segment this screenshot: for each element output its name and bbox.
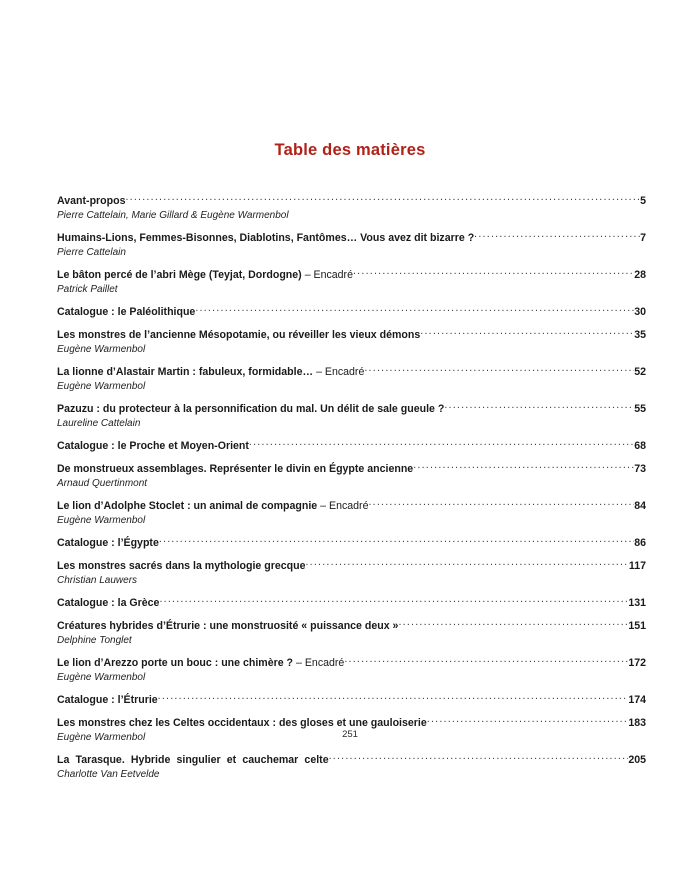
toc-entry (57, 534, 646, 551)
toc-entry-title: De monstrueux assemblages. Représenter le divin en Égypte ancienne (57, 463, 414, 475)
toc-entry-page-number: 151 (628, 620, 646, 632)
toc-entry (57, 363, 646, 394)
dot-leader (159, 594, 627, 606)
toc-entry (57, 229, 646, 260)
toc-entry-author: Eugène Warmenbol (57, 515, 146, 526)
toc-entry-page-number: 68 (634, 440, 646, 452)
toc-entry-line[interactable] (57, 691, 646, 708)
toc-entry-page-number: 174 (628, 694, 646, 706)
toc-entry (57, 192, 646, 223)
toc-entry-title: Catalogue : le Proche et Moyen-Orient (57, 440, 249, 452)
dot-leader (398, 617, 627, 629)
dot-leader (344, 654, 627, 666)
toc-entry-author: Christian Lauwers (57, 575, 138, 586)
toc-entry (57, 594, 646, 611)
dot-leader (427, 714, 628, 726)
toc-entry-author: Laureline Cattelain (57, 418, 141, 429)
toc-entry-author: Patrick Paillet (57, 284, 118, 295)
toc-entry-line[interactable] (57, 326, 646, 343)
toc-entry-line[interactable] (57, 460, 646, 477)
toc-entry (57, 460, 646, 491)
toc-entry-title: Les monstres chez les Celtes occidentaux : des gloses et une gauloiserie (57, 717, 427, 729)
toc-entry-suffix: – Encadré (316, 366, 365, 378)
toc-entry-title: Le lion d’Adolphe Stoclet : un animal de compagnie (57, 500, 318, 512)
toc-entry-line[interactable] (57, 303, 646, 320)
toc-entry (57, 400, 646, 431)
toc-entry-author: Eugène Warmenbol (57, 381, 146, 392)
toc-entry-page-number: 183 (628, 717, 646, 729)
toc-entry-suffix: – Encadré (320, 500, 369, 512)
toc-entry-author: Pierre Cattelain, Marie Gillard & Eugène Warmenbol (57, 210, 289, 221)
dot-leader (158, 691, 628, 703)
toc-entry-page-number: 30 (634, 306, 646, 318)
toc-entry-title: Les monstres de l’ancienne Mésopotamie, ou réveiller les vieux démons (57, 329, 421, 341)
toc-entry-line[interactable] (57, 751, 646, 768)
toc-entry-line[interactable] (57, 617, 646, 634)
toc-entry-line[interactable] (57, 192, 646, 209)
toc-entry-title: Catalogue : la Grèce (57, 597, 160, 609)
toc-entry (57, 691, 646, 708)
toc-entry-page-number: 28 (634, 269, 646, 281)
dot-leader (329, 751, 628, 763)
toc-entry-page-number: 117 (628, 560, 646, 572)
toc-entry-page-number: 73 (634, 463, 646, 475)
toc-entry-author: Eugène Warmenbol (57, 732, 146, 743)
dot-leader (368, 497, 633, 509)
toc-entry-line[interactable] (57, 400, 646, 417)
dot-leader (444, 400, 633, 412)
toc-entry-title: Le bâton percé de l’abri Mège (Teyjat, Dordogne) (57, 269, 302, 281)
dot-leader (249, 437, 634, 449)
toc-entry (57, 497, 646, 528)
toc-entry (57, 751, 646, 782)
toc-entry-line[interactable] (57, 534, 646, 551)
toc-entry-page-number: 7 (640, 232, 646, 244)
toc-entry-line[interactable] (57, 229, 646, 246)
toc-entry-line[interactable] (57, 437, 646, 454)
toc-entry-page-number: 84 (634, 500, 646, 512)
toc-entry-page-number: 86 (634, 537, 646, 549)
toc-entry-title: Le lion d’Arezzo porte un bouc : une chimère ? (57, 657, 294, 669)
toc-entry-author: Eugène Warmenbol (57, 672, 146, 683)
dot-leader (474, 229, 639, 241)
dot-leader (305, 557, 628, 569)
toc-entry (57, 557, 646, 588)
toc-entry-author: Eugène Warmenbol (57, 344, 146, 355)
toc-entry-title: Catalogue : le Paléolithique (57, 306, 196, 318)
toc-entry-title: La lionne d’Alastair Martin : fabuleux, formidable… (57, 366, 314, 378)
toc-entry-list (57, 192, 646, 782)
dot-leader (413, 460, 634, 472)
toc-entry-page-number: 172 (628, 657, 646, 669)
toc-entry (57, 437, 646, 454)
toc-entry (57, 266, 646, 297)
toc-entry-page-number: 35 (634, 329, 646, 341)
toc-entry (57, 617, 646, 648)
dot-leader (353, 266, 634, 278)
toc-entry-title: Catalogue : l’Étrurie (57, 694, 158, 706)
toc-entry-author: Charlotte Van Eetvelde (57, 769, 160, 780)
toc-entry (57, 326, 646, 357)
toc-entry-line[interactable] (57, 497, 646, 514)
toc-entry-title: Humains-Lions, Femmes-Bisonnes, Diablotins, Fantômes… Vous avez dit bizarre ? (57, 232, 475, 244)
page-title: Table des matières (274, 141, 426, 159)
toc-entry-page-number: 5 (640, 195, 646, 207)
toc-entry-line[interactable] (57, 654, 646, 671)
toc-entry-line[interactable] (57, 594, 646, 611)
dot-leader (364, 363, 633, 375)
dot-leader (125, 192, 639, 204)
toc-entry-page-number: 52 (634, 366, 646, 378)
toc-entry-author: Delphine Tonglet (57, 635, 132, 646)
toc-entry-line[interactable] (57, 363, 646, 380)
toc-entry-suffix: – Encadré (296, 657, 345, 669)
toc-entry-line[interactable] (57, 557, 646, 574)
toc-entry-author: Pierre Cattelain (57, 247, 126, 258)
toc-entry (57, 654, 646, 685)
toc-entry-title: Créatures hybrides d’Étrurie : une monstruosité « puissance deux » (57, 620, 399, 632)
toc-entry-title: Pazuzu : du protecteur à la personnification du mal. Un délit de sale gueule ? (57, 403, 445, 415)
toc-entry-title: Avant-propos (57, 195, 126, 207)
dot-leader (420, 326, 633, 338)
dot-leader (195, 303, 633, 315)
toc-entry (57, 303, 646, 320)
toc-entry-title: La Tarasque. Hybride singulier et cauchemar celte (57, 754, 329, 766)
toc-entry-author: Arnaud Quertinmont (57, 478, 148, 489)
page-folio: 251 (342, 729, 358, 740)
toc-entry-page-number: 205 (628, 754, 646, 766)
toc-entry-page-number: 131 (628, 597, 646, 609)
toc-entry-page-number: 55 (634, 403, 646, 415)
toc-entry-title: Catalogue : l’Égypte (57, 537, 159, 549)
dot-leader (159, 534, 634, 546)
toc-entry-suffix: – Encadré (304, 269, 353, 281)
toc-entry-line[interactable] (57, 266, 646, 283)
toc-entry-title: Les monstres sacrés dans la mythologie grecque (57, 560, 306, 572)
